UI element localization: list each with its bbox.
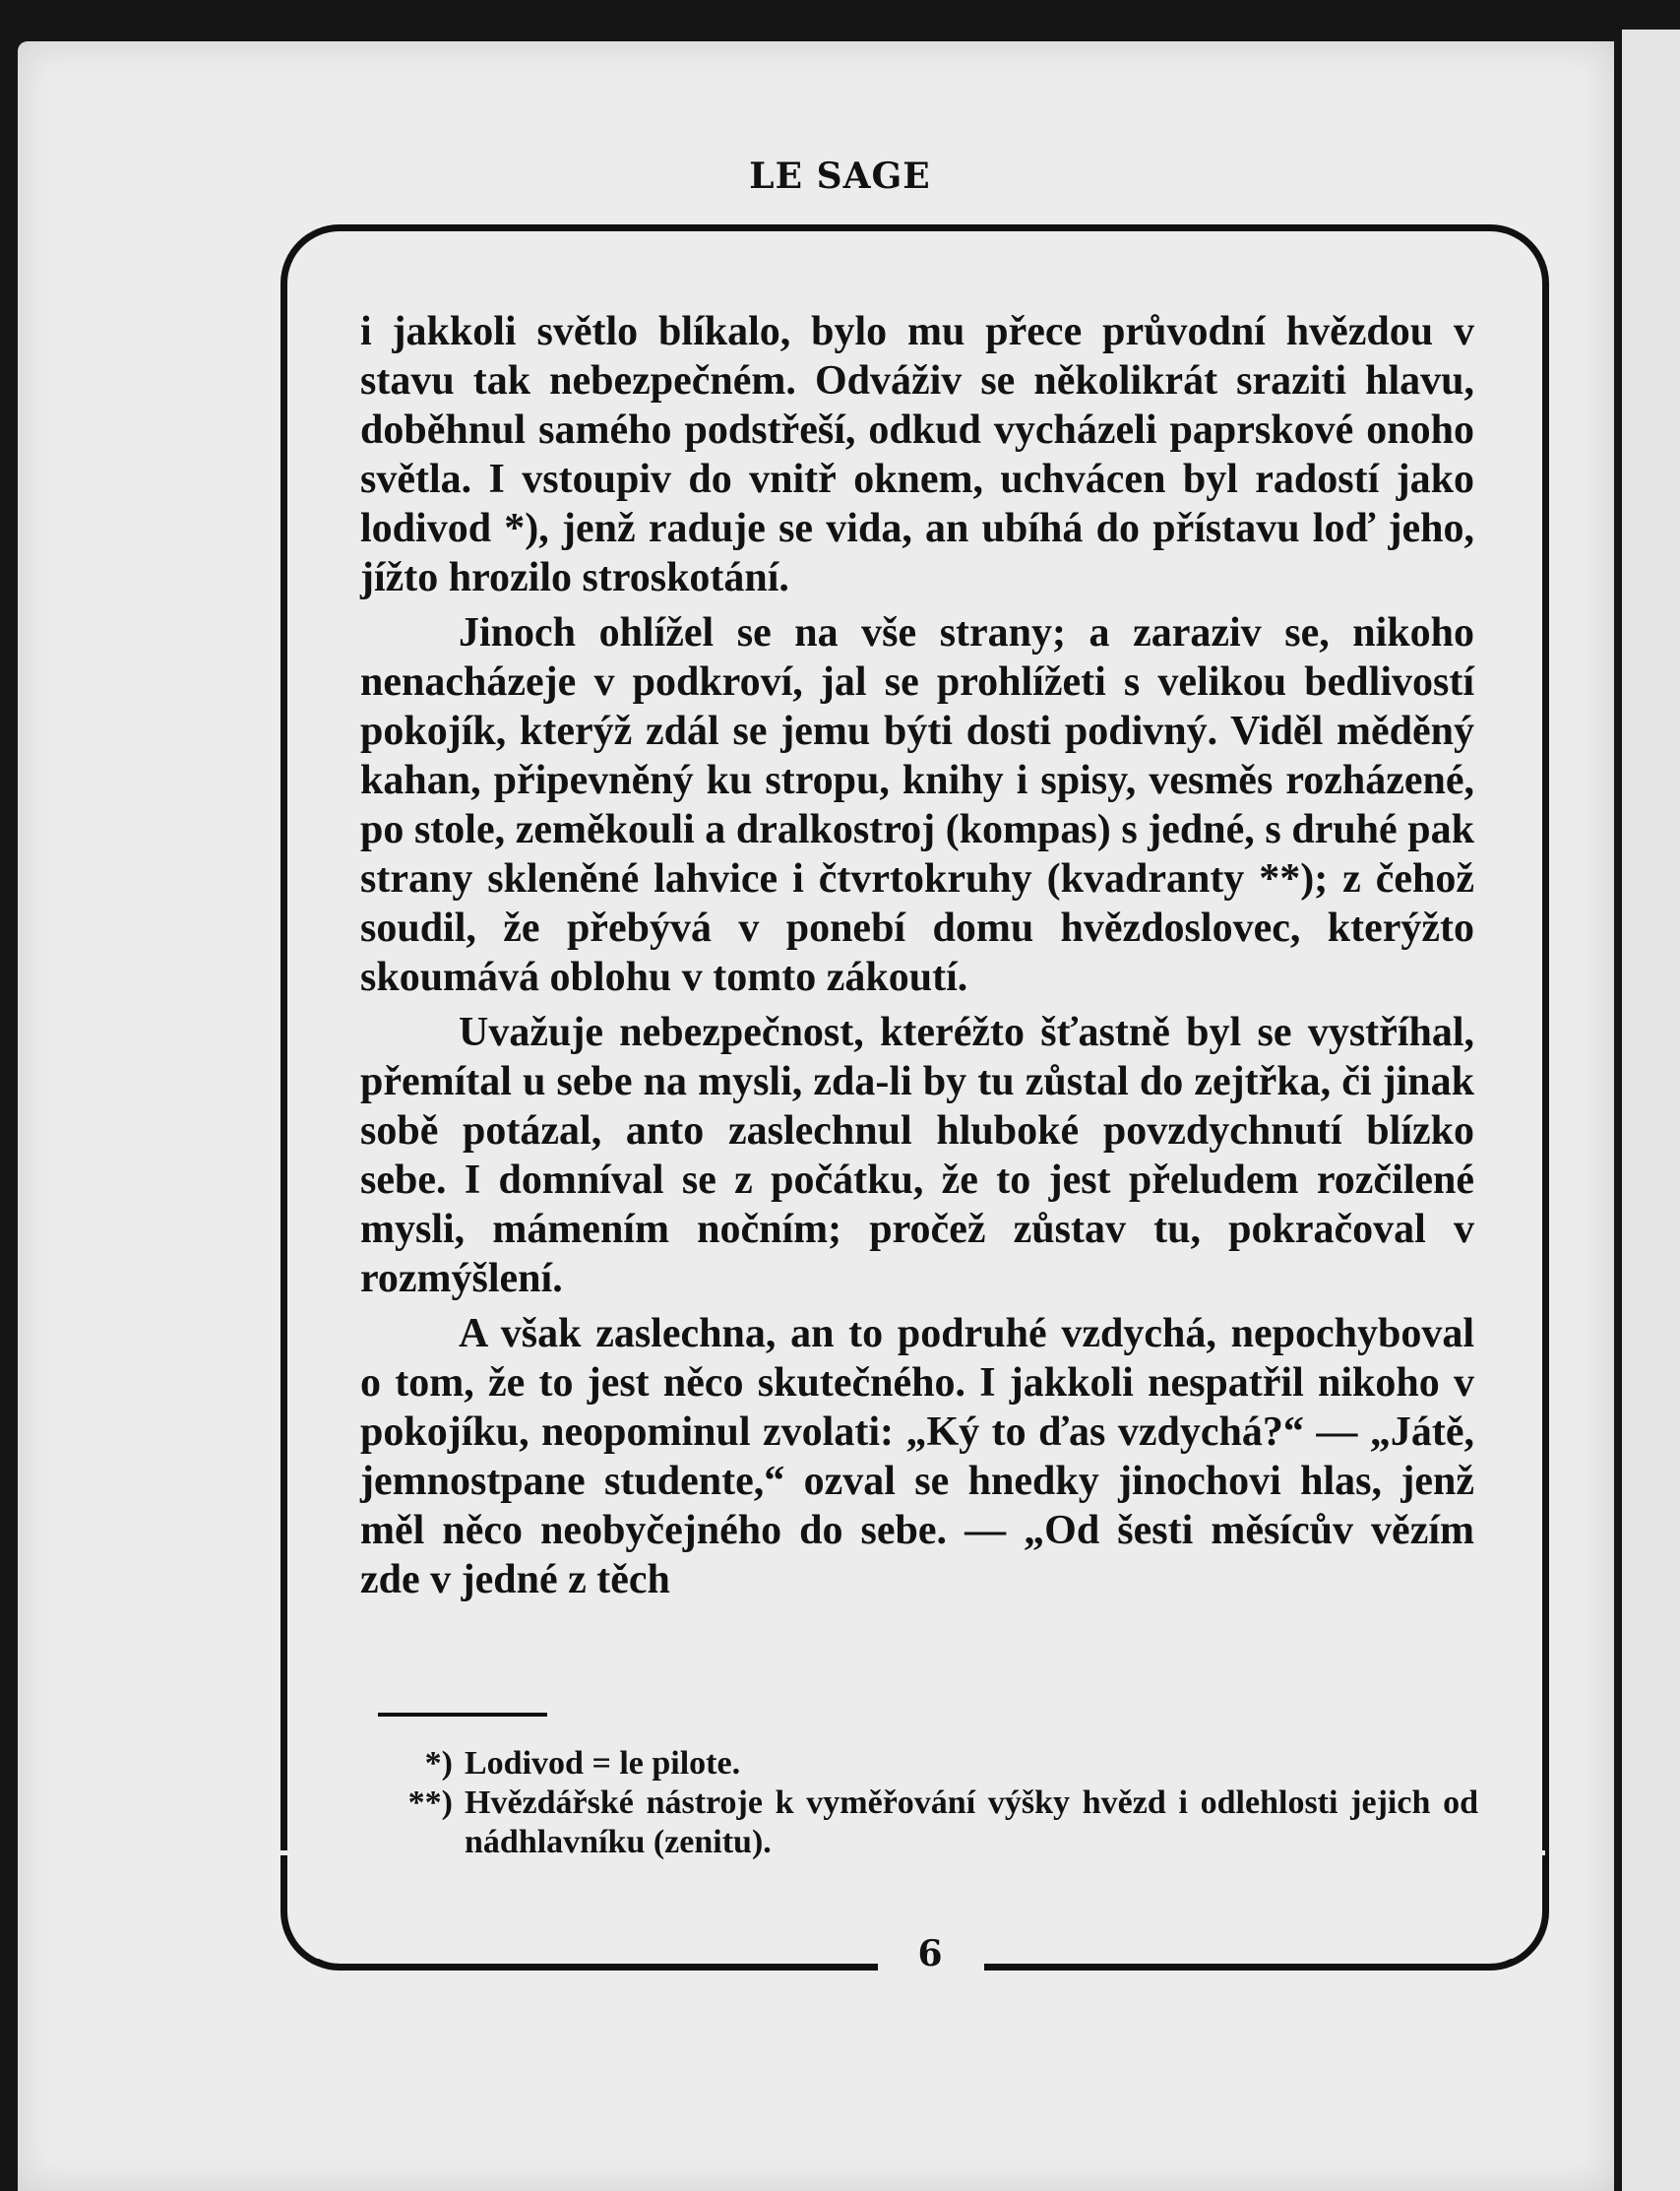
running-header: LE SAGE <box>749 156 931 197</box>
page-number: 6 <box>917 1933 943 1974</box>
paragraph: i jakkoli světlo blíkalo, bylo mu přece průvodní hvězdou v stavu tak nebezpečném. Odváživ se několikrát sraziti hlavu, doběhnul samého podstřeší, odkud vycházeli paprskové onoho světla. I vstoupiv do vnitř oknem, uchvácen byl radostí jako lodivod *), jenž raduje se vida, an ubíhá do přístavu loď jeho, jížto hrozilo stroskotání. <box>360 309 1474 600</box>
footnote-text: Hvězdářské nástroje k vyměřování výšky hvězd i odlehlosti jejich od nádhlavníku (zenitu). <box>465 1784 1478 1860</box>
footnotes <box>394 1744 1478 1862</box>
footnote <box>394 1784 1478 1862</box>
paragraph: A však zaslechna, an to podruhé vzdychá, nepochyboval o tom, že to jest něco skutečného. I jakkoli nespatřil nikoho v pokojíku, neopominul zvolati: „Ký to ďas vzdychá?“ — „Játě, jemnostpane studente,“ ozval se hnedky jinochovi hlas, jenž měl něco neobyčejného do sebe. — „Od šesti měsícův vězím zde v jedné z těch <box>360 1311 1474 1602</box>
footnote-marker: **) <box>407 1784 453 1821</box>
adjacent-page-edge <box>1622 30 1680 2191</box>
body-text <box>360 307 1474 1610</box>
page-border-bottom-left <box>280 1855 878 1971</box>
paragraph: Jinoch ohlížel se na vše strany; a zaraziv se, nikoho nenacházeje v podkroví, jal se prohlížeti s velikou bedlivostí pokojík, kterýž zdál se jemu býti dosti podivný. Viděl měděný kahan, připevněný ku stropu, knihy i spisy, vesměs rozházené, po stole, zeměkouli a dralkostroj (kompas) s jedné, s druhé pak strany skleněné lahvice i čtvrtokruhy (kvadranty **); z čehož soudil, že přebývá v ponebí domu hvězdoslovec, kterýžto skoumává oblohu v tomto zákoutí. <box>360 610 1474 1000</box>
footnote-marker: *) <box>424 1745 453 1782</box>
footnote-text: Lodivod = le pilote. <box>465 1745 741 1782</box>
page-border-bottom-right <box>984 1855 1549 1971</box>
footnote <box>394 1744 1478 1784</box>
footnote-rule <box>378 1713 547 1717</box>
paragraph: Uvažuje nebezpečnost, kteréžto šťastně byl se vystříhal, přemítal u sebe na mysli, zda-li by tu zůstal do zejtřka, či jinak sobě potázal, anto zaslechnul hluboké povzdychnutí blízko sebe. I domníval se z počátku, že to jest přeludem rozčilené mysli, mámením nočním; pročež zůstav tu, pokračoval v rozmýšlení. <box>360 1010 1474 1301</box>
